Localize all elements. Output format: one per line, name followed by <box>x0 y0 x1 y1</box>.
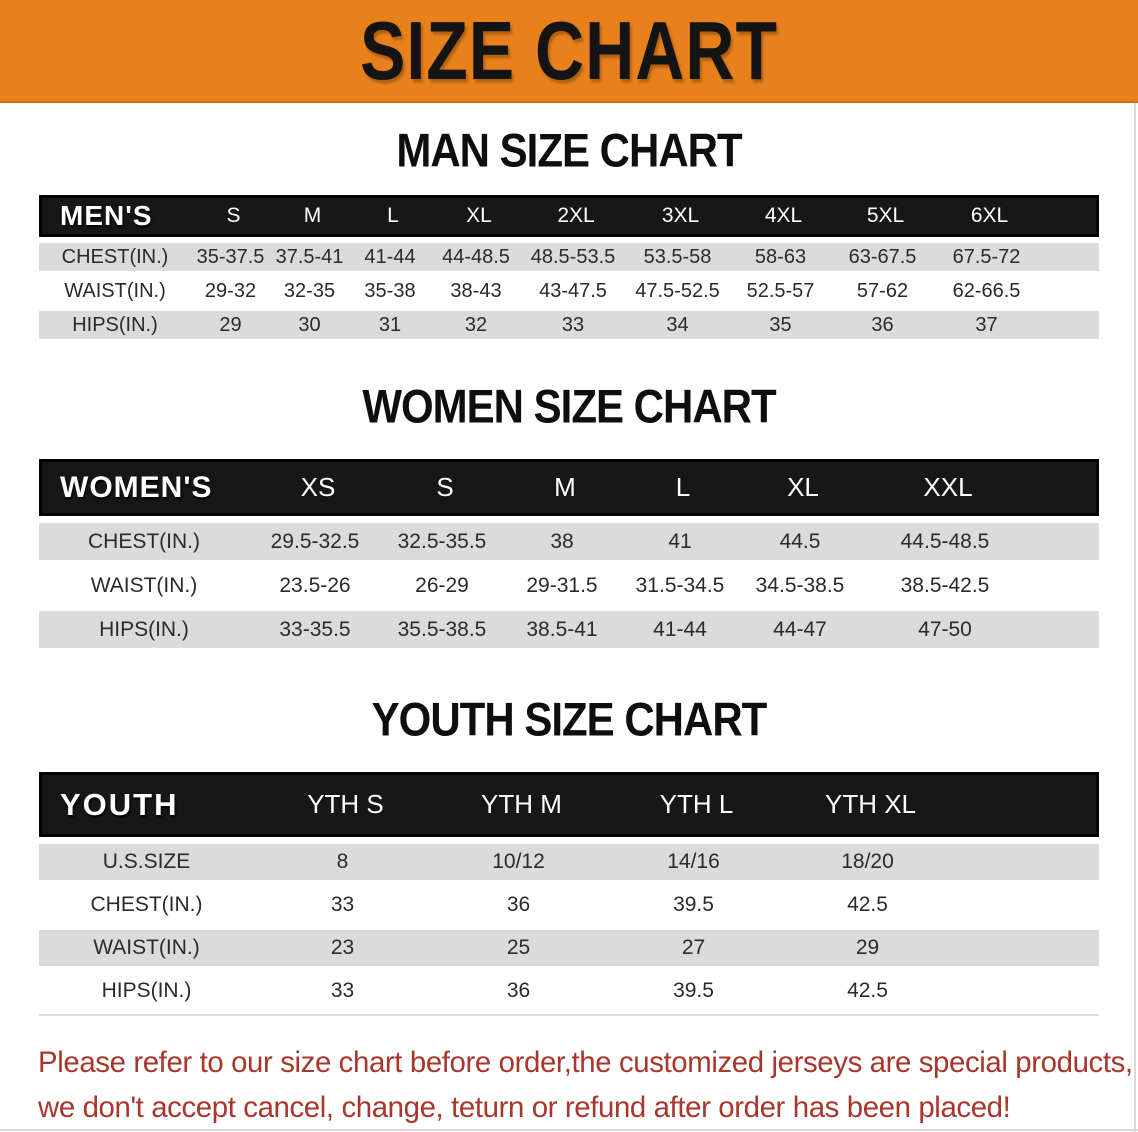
women-table-header-row <box>39 459 1099 516</box>
men-column-header: 5XL <box>866 204 905 227</box>
youth-header-label: YOUTH <box>60 786 179 822</box>
table-cell: 41-44 <box>364 245 416 268</box>
men-column-header: 4XL <box>764 204 803 227</box>
women-column-header: XS <box>300 472 336 502</box>
table-cell: 48.5-53.5 <box>530 245 616 268</box>
table-cell: 31.5-34.5 <box>635 573 725 597</box>
table-cell: 44.5 <box>779 529 821 553</box>
row-label: HIPS(IN.) <box>99 617 189 641</box>
table-cell: 32-35 <box>283 279 336 302</box>
men-section-title-text: MAN SIZE CHART <box>396 124 742 177</box>
banner-title: SIZE CHART <box>360 4 778 97</box>
women-section-title <box>0 339 1138 431</box>
table-cell: 47.5-52.5 <box>635 279 720 302</box>
table-cell: 23 <box>330 936 355 959</box>
row-label: CHEST(IN.) <box>90 893 203 916</box>
disclaimer-line-1: Please refer to our size chart before order,the customized jerseys are special products, <box>38 1046 1133 1079</box>
image-bottom-edge-line <box>0 1129 1138 1131</box>
table-cell: 38 <box>550 529 574 553</box>
table-cell: 36 <box>506 979 531 1002</box>
men-waist-row <box>39 277 1099 305</box>
table-cell: 39.5 <box>673 893 714 916</box>
women-section-title-text: WOMEN SIZE CHART <box>362 380 776 433</box>
men-column-header: 2XL <box>557 204 595 227</box>
table-cell: 33 <box>561 313 585 336</box>
youth-chest-row <box>39 887 1099 923</box>
table-cell: 29-32 <box>204 279 257 302</box>
men-header-label: MEN'S <box>60 200 153 231</box>
table-cell: 58-63 <box>754 245 807 268</box>
table-cell: 42.5 <box>847 979 888 1002</box>
row-label: HIPS(IN.) <box>72 313 158 336</box>
table-cell: 32.5-35.5 <box>397 529 487 553</box>
table-cell: 34 <box>666 313 689 336</box>
women-size-table <box>39 459 1099 648</box>
women-hips-row <box>39 611 1099 648</box>
table-cell: 37.5-41 <box>275 245 344 268</box>
table-cell: 8 <box>336 850 349 873</box>
table-cell: 39.5 <box>673 979 714 1002</box>
youth-column-header: YTH S <box>307 789 384 819</box>
men-column-header: XL <box>466 204 492 227</box>
youth-section-title <box>0 648 1138 744</box>
women-chest-row <box>39 523 1099 560</box>
table-cell: 10/12 <box>492 850 545 873</box>
men-table-header-row <box>39 195 1099 237</box>
row-label: HIPS(IN.) <box>101 979 192 1002</box>
table-cell: 29 <box>219 313 242 336</box>
table-cell: 53.5-58 <box>643 245 712 268</box>
table-cell: 29-31.5 <box>526 573 598 597</box>
table-cell: 41 <box>668 529 692 553</box>
table-cell: 25 <box>506 936 531 959</box>
table-cell: 44-47 <box>773 617 827 641</box>
youth-section-title-text: YOUTH SIZE CHART <box>371 693 767 746</box>
table-cell: 33-35.5 <box>279 617 351 641</box>
size-chart-banner <box>0 0 1138 103</box>
women-column-header: L <box>675 472 691 502</box>
table-cell: 36 <box>871 313 894 336</box>
table-cell: 31 <box>378 313 402 336</box>
table-cell: 52.5-57 <box>746 279 815 302</box>
image-right-edge-line <box>1134 103 1136 1132</box>
table-bottom-divider <box>39 1014 1099 1016</box>
youth-column-header: YTH M <box>481 789 562 819</box>
row-label: WAIST(IN.) <box>93 936 200 959</box>
women-column-header: S <box>436 472 454 502</box>
table-cell: 35-38 <box>364 279 416 302</box>
table-cell: 44.5-48.5 <box>900 529 990 553</box>
youth-hips-row <box>39 973 1099 1009</box>
table-cell: 14/16 <box>667 850 720 873</box>
table-cell: 36 <box>506 893 531 916</box>
table-cell: 35.5-38.5 <box>397 617 487 641</box>
table-cell: 30 <box>298 313 321 336</box>
table-cell: 29.5-32.5 <box>270 529 360 553</box>
men-chest-row <box>39 243 1099 271</box>
table-cell: 38.5-41 <box>526 617 598 641</box>
men-hips-row <box>39 311 1099 339</box>
women-column-header: M <box>554 472 576 502</box>
women-column-header: XL <box>787 472 819 502</box>
row-label: CHEST(IN.) <box>61 245 169 268</box>
table-cell: 29 <box>855 936 880 959</box>
order-disclaimer <box>0 1040 1138 1130</box>
table-cell: 37 <box>975 313 998 336</box>
men-column-header: S <box>226 204 241 227</box>
men-column-header: L <box>387 204 399 227</box>
table-cell: 35-37.5 <box>196 245 265 268</box>
table-cell: 26-29 <box>415 573 469 597</box>
youth-column-header: YTH L <box>659 789 734 819</box>
table-cell: 43-47.5 <box>539 279 607 302</box>
men-section-title <box>0 103 1138 175</box>
disclaimer-line-2: we don't accept cancel, change, teturn or refund after order has been placed! <box>38 1091 1011 1124</box>
men-column-header: 3XL <box>661 204 700 227</box>
men-size-table <box>39 195 1099 339</box>
women-header-label: WOMEN'S <box>60 470 213 504</box>
table-cell: 67.5-72 <box>952 245 1021 268</box>
table-cell: 34.5-38.5 <box>755 573 845 597</box>
youth-table-header-row <box>39 772 1099 837</box>
row-label: U.S.SIZE <box>102 850 191 873</box>
table-cell: 23.5-26 <box>279 573 351 597</box>
youth-ussize-row <box>39 844 1099 880</box>
women-waist-row <box>39 567 1099 604</box>
table-cell: 62-66.5 <box>952 279 1021 302</box>
table-cell: 33 <box>330 979 355 1002</box>
men-column-header: M <box>303 204 322 227</box>
table-cell: 38-43 <box>450 279 502 302</box>
row-label: WAIST(IN.) <box>64 279 166 302</box>
table-cell: 41-44 <box>653 617 707 641</box>
row-label: CHEST(IN.) <box>88 529 200 553</box>
table-cell: 33 <box>330 893 355 916</box>
row-label: WAIST(IN.) <box>90 573 198 597</box>
women-column-header: XXL <box>923 472 973 502</box>
table-cell: 44-48.5 <box>442 245 510 268</box>
table-cell: 32 <box>464 313 488 336</box>
youth-waist-row <box>39 930 1099 966</box>
youth-size-table <box>39 772 1099 1016</box>
youth-column-header: YTH XL <box>824 789 917 819</box>
table-cell: 35 <box>769 313 792 336</box>
table-cell: 63-67.5 <box>848 245 917 268</box>
table-cell: 42.5 <box>847 893 888 916</box>
table-cell: 27 <box>681 936 706 959</box>
table-cell: 47-50 <box>918 617 972 641</box>
table-cell: 38.5-42.5 <box>900 573 990 597</box>
table-cell: 18/20 <box>841 850 894 873</box>
table-cell: 57-62 <box>856 279 909 302</box>
men-column-header: 6XL <box>970 204 1009 227</box>
